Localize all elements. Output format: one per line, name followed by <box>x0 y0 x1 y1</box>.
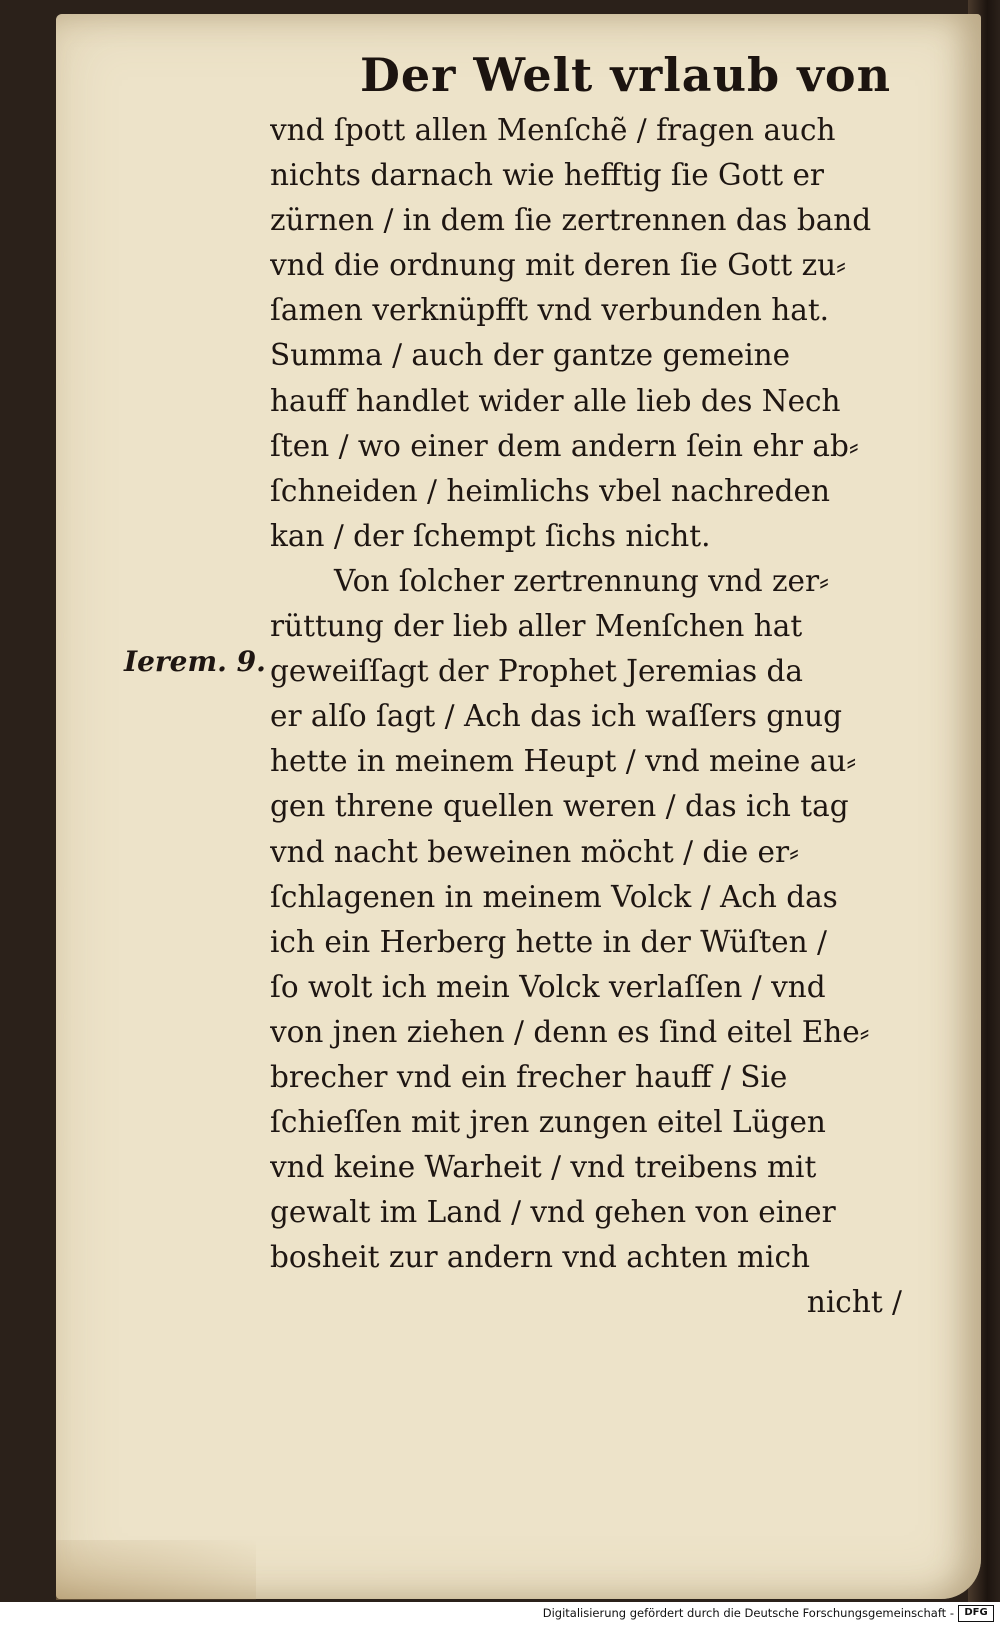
text-line: ſo wolt ich mein Volck verlaſſen / vnd <box>270 969 826 1004</box>
margin-note: Ierem. 9. <box>124 645 266 678</box>
text-line: ſchlagenen in meinem Volck / Ach das <box>270 879 838 914</box>
text-line: geweiſſagt der Prophet Jeremias da <box>270 654 803 689</box>
dfg-logo: DFG <box>958 1605 994 1622</box>
text-line: nichts darnach wie hefftig ſie Gott er <box>270 158 825 193</box>
text-line: ſchieſſen mit jren zungen eitel Lügen <box>270 1105 826 1140</box>
text-line: hauff handlet wider alle lieb des Nech <box>270 383 841 418</box>
text-line: ſamen verknüpfft vnd verbunden hat. <box>270 293 830 328</box>
text-line: gen threne quellen weren / das ich tag <box>270 789 849 824</box>
text-line: Summa / auch der gantze gemeine <box>270 338 791 373</box>
text-line: vnd ſpott allen Menſchẽ / fragen auch <box>270 113 836 147</box>
text-line: er alſo ſagt / Ach das ich waſſers gnug <box>270 699 842 734</box>
text-line: von jnen ziehen / denn es ſind eitel Ehe⸗ <box>270 1014 870 1049</box>
text-line: zürnen / in dem ſie zertrennen das band <box>270 203 872 238</box>
text-line: brecher vnd ein frecher hauff / Sie <box>270 1059 788 1094</box>
text-line: hette in meinem Heupt / vnd meine au⸗ <box>270 744 857 779</box>
text-line: vnd nacht beweinen möcht / die er⸗ <box>270 834 799 869</box>
text-line: rüttung der lieb aller Menſchen hat <box>270 609 803 644</box>
text-line: vnd keine Warheit / vnd treibens mit <box>270 1150 817 1185</box>
paper-stain <box>56 1540 256 1600</box>
footer-credit: Digitalisierung gefördert durch die Deutsche Forschungsgemeinschaft - <box>542 1606 954 1620</box>
text-line: Von ſolcher zertrennung vnd zer⸗ <box>334 563 829 598</box>
text-block <box>270 108 910 1326</box>
text-line: ſten / wo einer dem andern ſein ehr ab⸗ <box>270 428 859 463</box>
running-head: Der Welt vrlaub von <box>360 48 892 102</box>
text-line: gewalt im Land / vnd gehen von einer <box>270 1195 836 1230</box>
text-line: ſchneiden / heimlichs vbel nachreden <box>270 473 830 508</box>
text-line: kan / der ſchempt ſichs nicht. <box>270 518 711 553</box>
catchword-line: nicht / <box>806 1285 902 1320</box>
text-line: vnd die ordnung mit deren ſie Gott zu⸗ <box>270 248 846 283</box>
text-line: ich ein Herberg hette in der Wüſten / <box>270 924 827 959</box>
text-line: bosheit zur andern vnd achten mich <box>270 1240 810 1275</box>
